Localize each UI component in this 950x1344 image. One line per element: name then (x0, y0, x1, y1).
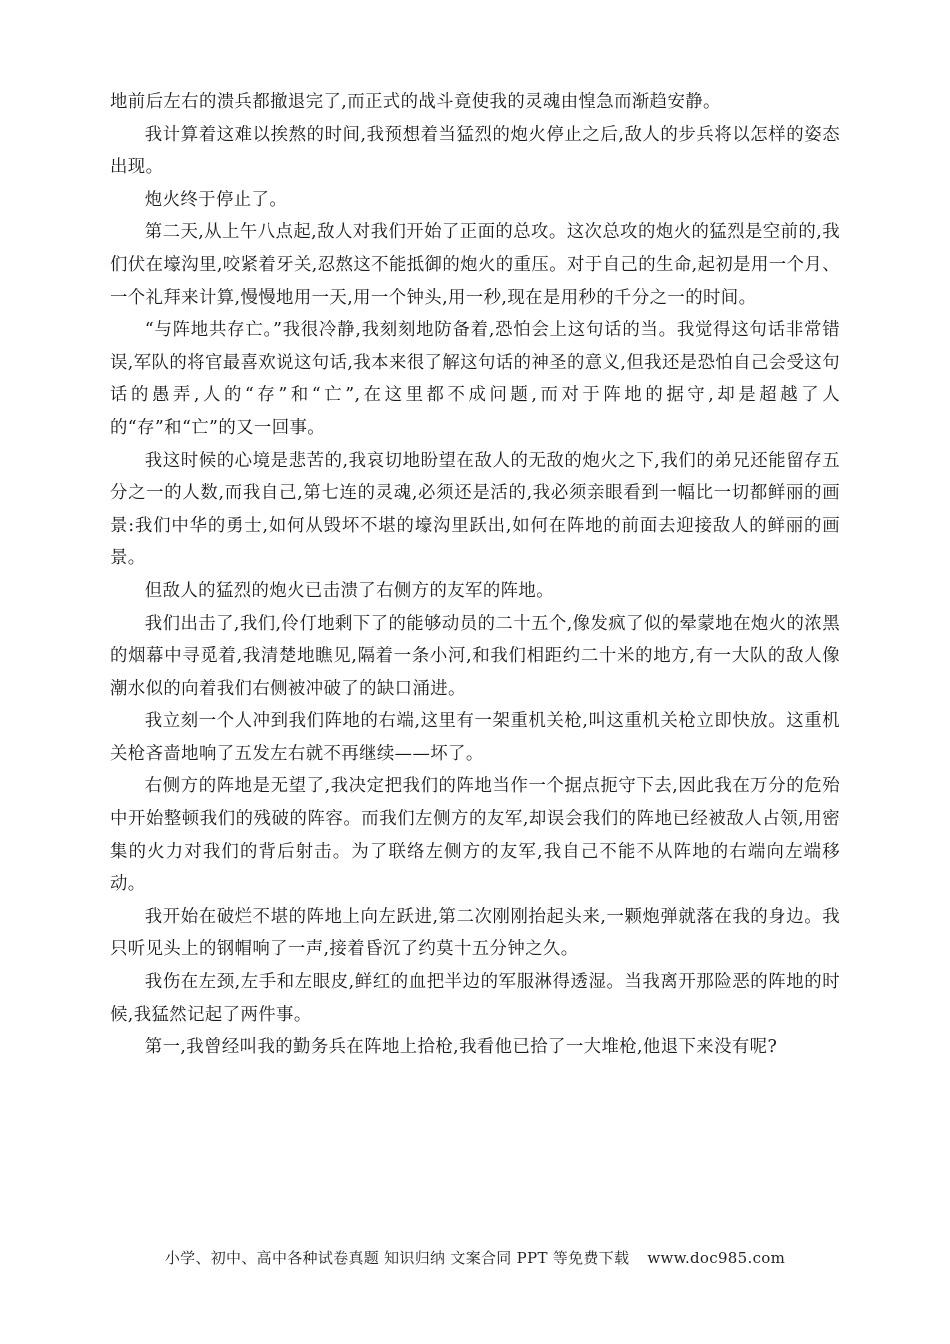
paragraph-5: “与阵地共存亡。”我很冷静,我刻刻地防备着,恐怕会上这句话的当。我觉得这句话非常错误,军队的将官最喜欢说这句话,我本来很了解这句话的神圣的意义,但我还是恐怕自己会受这句话的愚弄,人的“存”和“亡”,在这里都不成问题,而对于阵地的据守,却是超越了人的“存”和“亡”的又一回事。 (110, 320, 840, 438)
paragraph-12: 我伤在左颈,左手和左眼皮,鲜红的血把半边的军服淋得透湿。当我离开那险恶的阵地的时候,我猛然记起了两件事。 (110, 972, 840, 1025)
footer-text: 小学、初中、高中各种试卷真题 知识归纳 文案合同 PPT 等免费下载 (164, 1249, 630, 1267)
paragraph-11: 我开始在破烂不堪的阵地上向左跃进,第二次刚刚抬起头来,一颗炮弹就落在我的身边。我只听见头上的钢帽响了一声,接着昏沉了约莫十五分钟之久。 (110, 906, 840, 960)
paragraph-9: 我立刻一个人冲到我们阵地的右端,这里有一架重机关枪,叫这重机关枪立即快放。这重机关枪吝啬地响了五发左右就不再继续——坏了。 (110, 711, 840, 764)
page-footer (0, 1247, 950, 1268)
document-body (110, 86, 840, 1064)
paragraph-3: 炮火终于停止了。 (144, 189, 288, 210)
paragraph-6: 我这时候的心境是悲苦的,我哀切地盼望在敌人的无敌的炮火之下,我们的弟兄还能留存五分之一的人数,而我自己,第七连的灵魂,必须还是活的,我必须亲眼看到一幅比一切都鲜丽的画景:我们中华的勇士,如何从毁坏不堪的壕沟里跃出,如何在阵地的前面去迎接敌人的鲜丽的画景。 (110, 450, 840, 569)
paragraph-10: 右侧方的阵地是无望了,我决定把我们的阵地当作一个据点扼守下去,因此我在万分的危殆中开始整顿我们的残破的阵容。而我们左侧方的友军,却误会我们的阵地已经被敌人占领,用密集的火力对我们的背后射击。为了联络左侧方的友军,我自己不能不从阵地的右端向左端移动。 (110, 776, 840, 895)
paragraph-8: 我们出击了,我们,伶仃地剩下了的能够动员的二十五个,像发疯了似的晕蒙地在炮火的浓黑的烟幕中寻觅着,我清楚地瞧见,隔着一条小河,和我们相距约二十米的地方,有一大队的敌人像潮水似的向着我们右侧被冲破了的缺口涌进。 (110, 613, 840, 699)
paragraph-2: 我计算着这难以挨熬的时间,我预想着当猛烈的炮火停止之后,敌人的步兵将以怎样的姿态出现。 (110, 124, 840, 178)
paragraph-4: 第二天,从上午八点起,敌人对我们开始了正面的总攻。这次总攻的炮火的猛烈是空前的,我们伏在壕沟里,咬紧着牙关,忍熬这不能抵御的炮火的重压。对于自己的生命,起初是用一个月、一个礼拜来计算,慢慢地用一天,用一个钟头,用一秒,现在是用秒的千分之一的时间。 (110, 222, 840, 308)
paragraph-7: 但敌人的猛烈的炮火已击溃了右侧方的友军的阵地。 (144, 580, 554, 601)
paragraph-13: 第一,我曾经叫我的勤务兵在阵地上拾枪,我看他已拾了一大堆枪,他退下来没有呢? (144, 1037, 778, 1058)
footer-url-link[interactable]: www.doc985.com (647, 1249, 786, 1267)
paragraph-1: 地前后左右的溃兵都撤退完了,而正式的战斗竟使我的灵魂由惶急而渐趋安静。 (110, 92, 721, 112)
